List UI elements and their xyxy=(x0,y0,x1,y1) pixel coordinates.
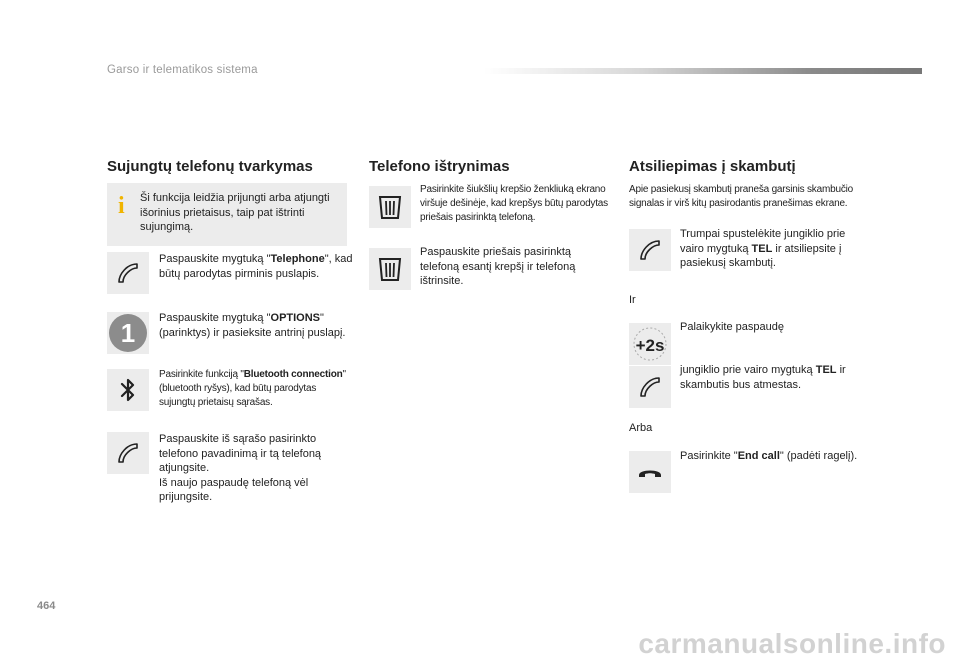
hold-badge: +2s xyxy=(635,336,665,355)
step-disconnect xyxy=(159,432,349,505)
or-label: Ir xyxy=(629,294,636,306)
phone-icon xyxy=(629,229,671,271)
info-text: Ši funkcija leidžia prijungti arba atjungti išorinius prietaisus, taip pat ištrinti sujungimą. xyxy=(140,192,330,233)
step-telephone: Paspauskite mygtuką "Telephone", kad būtų parodytas pirminis puslapis. xyxy=(159,253,353,280)
phone-icon xyxy=(107,432,149,474)
header-title: Garso ir telematikos sistema xyxy=(107,64,258,76)
bluetooth-icon xyxy=(107,369,149,411)
step-answer-tel: Trumpai spustelėkite jungiklio prie vairo mygtuką TEL ir atsiliepsite į pasiekusį skambutį. xyxy=(680,228,846,269)
watermark: carmanualsonline.info xyxy=(638,628,946,659)
section-title-answer-call: Atsiliepimas į skambutį xyxy=(629,158,796,175)
answer-intro: Apie pasiekusį skambutį praneša garsinis skambučio signalas ir virš kitų pasirodantis pranešimas ekrane. xyxy=(629,184,854,209)
phone-icon xyxy=(107,252,149,294)
timer-icon xyxy=(629,323,671,365)
trash-icon xyxy=(369,186,411,228)
step-bluetooth: Pasirinkite funkciją "Bluetooth connection" (bluetooth ryšys), kad būtų parodytas sujungtų prietaisų sąrašas. xyxy=(159,369,346,408)
step-end-call: Pasirinkite "End call" (padėti ragelį). xyxy=(680,450,858,462)
or-label: Arba xyxy=(629,422,653,434)
section-title-manage-phones: Sujungtų telefonų tvarkymas xyxy=(107,158,313,175)
step-trash-select: Pasirinkite šiukšlių krepšio ženkliuką ekrano viršuje dešinėje, kad krepšys būtų parodytas priešais pasirinktą telefoną. xyxy=(420,184,608,223)
info-icon: i xyxy=(118,193,125,219)
trash-icon xyxy=(369,248,411,290)
section-title-delete-phone: Telefono ištrynimas xyxy=(369,158,510,175)
step-disconnect-text: Paspauskite iš sąrašo pasirinkto telefono pavadinimą ir tą telefoną atjungsite. xyxy=(159,433,322,474)
page-number: 464 xyxy=(37,600,56,612)
number-one-icon: 1 xyxy=(109,314,147,352)
step-reject-tel: jungiklio prie vairo mygtuką TEL ir skambutis bus atmestas. xyxy=(680,364,846,391)
phone-icon xyxy=(629,366,671,408)
step-reconnect-text: Iš naujo paspaudę telefoną vėl prijungsite. xyxy=(159,476,309,503)
step-options: Paspauskite mygtuką "OPTIONS" (parinktys) ir pasieksite antrinį puslapį. xyxy=(159,312,346,339)
hang-up-icon xyxy=(629,451,671,493)
hold-text: Palaikykite paspaudę xyxy=(680,321,784,333)
step-trash-delete: Paspauskite priešais pasirinktą telefoną esantį krepšį ir telefoną ištrinsite. xyxy=(420,246,576,287)
step-number-badge xyxy=(107,312,149,354)
header-divider xyxy=(484,68,922,74)
